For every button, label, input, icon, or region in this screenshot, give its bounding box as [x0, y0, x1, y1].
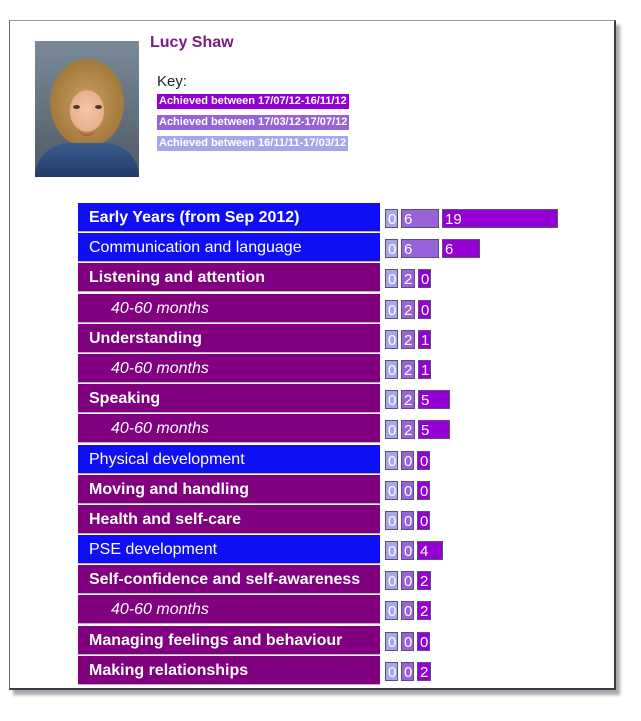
bar-earliest: 0	[385, 330, 398, 349]
bar-earliest: 0	[385, 662, 398, 681]
bar-middle: 0	[401, 451, 414, 470]
row-label[interactable]: Communication and language	[78, 233, 380, 262]
table-row	[78, 656, 612, 686]
row-label[interactable]: 40-60 months	[78, 595, 380, 624]
key-item-recent: Achieved between 17/07/12-16/11/12	[159, 95, 347, 107]
table-row	[78, 354, 612, 384]
bar-recent: 6	[442, 239, 480, 258]
student-photo	[35, 41, 139, 177]
bar-recent: 4	[417, 541, 443, 560]
bar-middle: 0	[401, 481, 414, 500]
row-label[interactable]: 40-60 months	[78, 414, 380, 443]
bar-recent: 0	[418, 269, 431, 288]
bar-recent: 0	[417, 511, 430, 530]
report-window	[9, 20, 616, 690]
bar-recent: 0	[417, 632, 430, 651]
bar-recent: 0	[418, 300, 431, 319]
bar-earliest: 0	[385, 239, 398, 258]
bar-recent: 2	[417, 571, 431, 590]
bar-middle: 0	[401, 632, 414, 651]
bar-earliest: 0	[385, 632, 398, 651]
bar-earliest: 0	[385, 269, 398, 288]
bar-middle: 2	[401, 420, 415, 439]
table-row	[78, 626, 612, 656]
bar-earliest: 0	[385, 481, 398, 500]
row-label[interactable]: Making relationships	[78, 656, 380, 685]
bar-middle: 6	[401, 239, 439, 258]
key-label: Key:	[157, 73, 188, 90]
bar-recent: 1	[418, 360, 431, 379]
bar-recent: 0	[417, 451, 430, 470]
row-label[interactable]: Early Years (from Sep 2012)	[78, 203, 380, 232]
bar-earliest: 0	[385, 360, 398, 379]
table-row	[78, 595, 612, 625]
bar-middle: 0	[401, 662, 414, 681]
table-row	[78, 445, 612, 475]
bar-recent: 5	[418, 420, 450, 439]
bar-middle: 0	[401, 601, 414, 620]
bar-middle: 0	[401, 511, 414, 530]
row-label[interactable]: Listening and attention	[78, 263, 380, 292]
bar-middle: 2	[401, 300, 415, 319]
photo-shirt	[35, 143, 139, 177]
table-row	[78, 535, 612, 565]
key-item-middle: Achieved between 17/03/12-17/07/12	[159, 116, 348, 128]
bar-middle: 2	[401, 390, 415, 409]
bar-earliest: 0	[385, 451, 398, 470]
key-item-earliest: Achieved between 16/11/11-17/03/12	[159, 137, 347, 149]
bar-earliest: 0	[385, 390, 398, 409]
bar-middle: 0	[401, 571, 414, 590]
bar-recent: 2	[417, 662, 431, 681]
row-label[interactable]: 40-60 months	[78, 294, 380, 323]
bar-middle: 0	[401, 541, 414, 560]
row-label[interactable]: Moving and handling	[78, 475, 380, 504]
photo-mouth	[79, 129, 95, 136]
row-label[interactable]: Understanding	[78, 324, 380, 353]
bar-recent: 0	[417, 481, 430, 500]
bar-recent: 19	[442, 209, 558, 228]
row-label[interactable]: Self-confidence and self-awareness	[78, 565, 380, 594]
row-label[interactable]: Physical development	[78, 445, 380, 474]
bar-middle: 2	[401, 330, 415, 349]
bar-middle: 6	[401, 209, 439, 228]
table-row	[78, 203, 612, 233]
bar-middle: 2	[401, 269, 415, 288]
bar-middle: 2	[401, 360, 415, 379]
bar-earliest: 0	[385, 571, 398, 590]
table-row	[78, 475, 612, 505]
row-label[interactable]: 40-60 months	[78, 354, 380, 383]
photo-eye-right	[95, 105, 102, 109]
table-row	[78, 414, 612, 444]
progress-table	[78, 203, 612, 686]
table-row	[78, 294, 612, 324]
bar-earliest: 0	[385, 511, 398, 530]
row-label[interactable]: Managing feelings and behaviour	[78, 626, 380, 655]
bar-earliest: 0	[385, 601, 398, 620]
table-row	[78, 263, 612, 293]
bar-earliest: 0	[385, 209, 398, 228]
bar-recent: 2	[417, 601, 431, 620]
table-row	[78, 505, 612, 535]
table-row	[78, 384, 612, 414]
bar-earliest: 0	[385, 541, 398, 560]
bar-earliest: 0	[385, 420, 398, 439]
table-row	[78, 233, 612, 263]
table-row	[78, 565, 612, 595]
bar-recent: 1	[418, 330, 431, 349]
photo-eye-left	[73, 105, 80, 109]
table-row	[78, 324, 612, 354]
row-label[interactable]: PSE development	[78, 535, 380, 564]
row-label[interactable]: Speaking	[78, 384, 380, 413]
student-name: Lucy Shaw	[150, 34, 234, 51]
row-label[interactable]: Health and self-care	[78, 505, 380, 534]
bar-earliest: 0	[385, 300, 398, 319]
bar-recent: 5	[418, 390, 450, 409]
